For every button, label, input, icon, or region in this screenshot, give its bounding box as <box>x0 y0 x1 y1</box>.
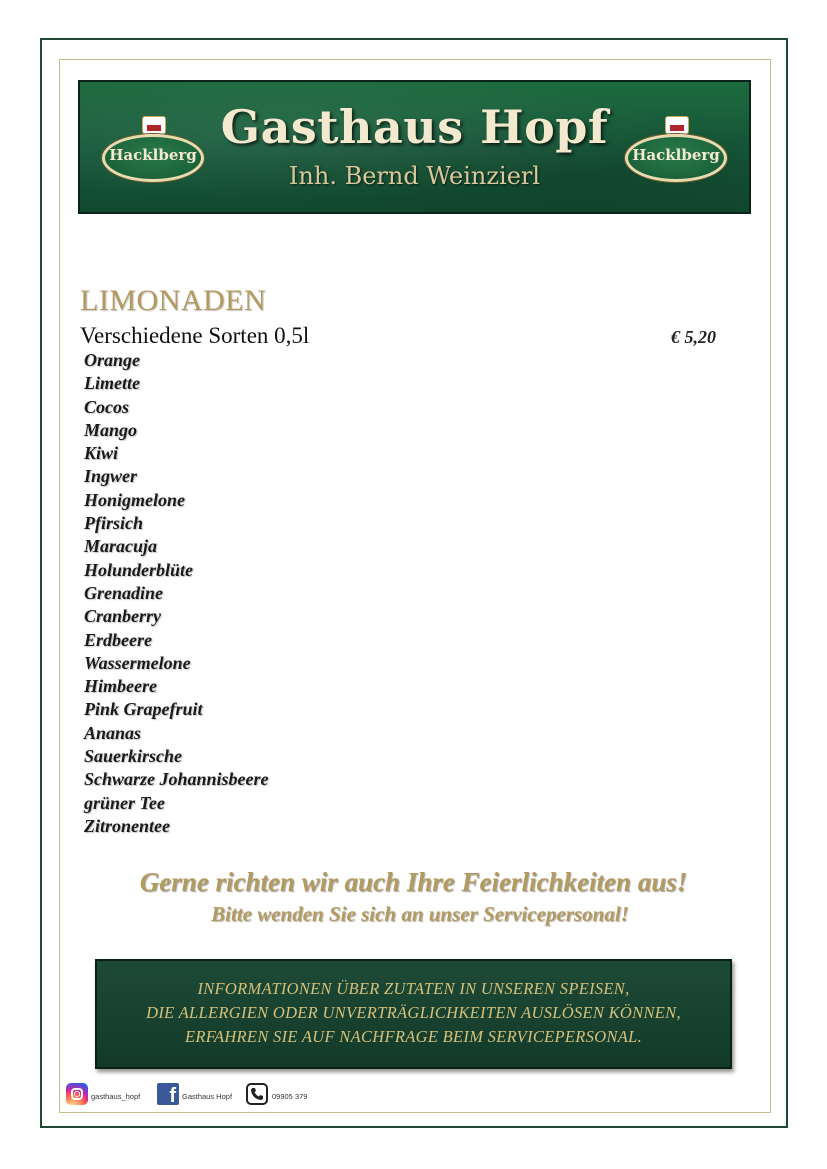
logo-text: Hacklberg <box>109 146 197 164</box>
footer-contacts <box>66 1083 366 1107</box>
allergen-info-line: ERFAHREN SIE AUF NACHFRAGE BEIM SERVICEPERSONAL. <box>184 1027 643 1046</box>
flavor-item: Himbeere <box>84 676 157 697</box>
flavor-item: Kiwi <box>84 443 119 464</box>
flavor-item: Honigmelone <box>84 489 186 510</box>
flavor-item: grüner Tee <box>84 792 165 813</box>
flavor-item: Ananas <box>84 722 142 743</box>
allergen-info-line: DIE ALLERGIEN ODER UNVERTRÄGLICHKEITEN AUSLÖSEN KÖNNEN, <box>146 1003 681 1022</box>
flavor-item: Zitronentee <box>84 815 170 836</box>
flavor-item: Erdbeere <box>84 629 152 650</box>
flavor-item: Mango <box>84 419 138 440</box>
instagram-icon <box>66 1083 88 1105</box>
item-price: € 5,20 <box>671 327 716 347</box>
phone-icon <box>246 1083 268 1105</box>
flavor-item: Maracuja <box>84 536 158 557</box>
flavor-item: Cocos <box>84 396 129 417</box>
flavor-item: Schwarze Johannisbeere <box>84 769 269 790</box>
phone-number: 09905 379 <box>272 1092 308 1101</box>
hacklberg-logo-right <box>625 116 729 194</box>
section-title: LIMONADEN <box>80 284 267 317</box>
logo-text: Hacklberg <box>632 146 720 164</box>
flavor-item: Ingwer <box>84 466 138 487</box>
instagram-handle: gasthaus_hopf <box>91 1092 141 1101</box>
header-banner <box>78 80 751 214</box>
service-note: Bitte wenden Sie sich an unser Servicepersonal! <box>211 902 629 926</box>
celebration-note: Gerne richten wir auch Ihre Feierlichkeiten aus! <box>139 867 688 897</box>
flavor-item: Sauerkirsche <box>84 746 183 767</box>
flavor-item: Pink Grapefruit <box>84 699 203 720</box>
allergen-info-line: INFORMATIONEN ÜBER ZUTATEN IN UNSEREN SPEISEN, <box>197 979 630 998</box>
restaurant-name: Gasthaus Hopf <box>220 100 609 154</box>
flavor-item: Grenadine <box>84 582 164 603</box>
flavor-list <box>84 349 269 838</box>
facebook-name: Gasthaus Hopf <box>182 1092 233 1101</box>
flavor-item: Limette <box>84 373 140 394</box>
flavor-item: Wassermelone <box>84 652 191 673</box>
facebook-icon: f <box>157 1083 179 1105</box>
flavor-item: Pfirsich <box>84 513 144 534</box>
allergen-info-box <box>95 959 732 1069</box>
owner-line: Inh. Bernd Weinzierl <box>288 162 541 190</box>
flavor-item: Orange <box>84 350 141 370</box>
item-heading: Verschiedene Sorten 0,5l <box>80 323 310 348</box>
flavor-item: Cranberry <box>84 606 162 627</box>
flavor-item: Holunderblüte <box>84 559 194 580</box>
